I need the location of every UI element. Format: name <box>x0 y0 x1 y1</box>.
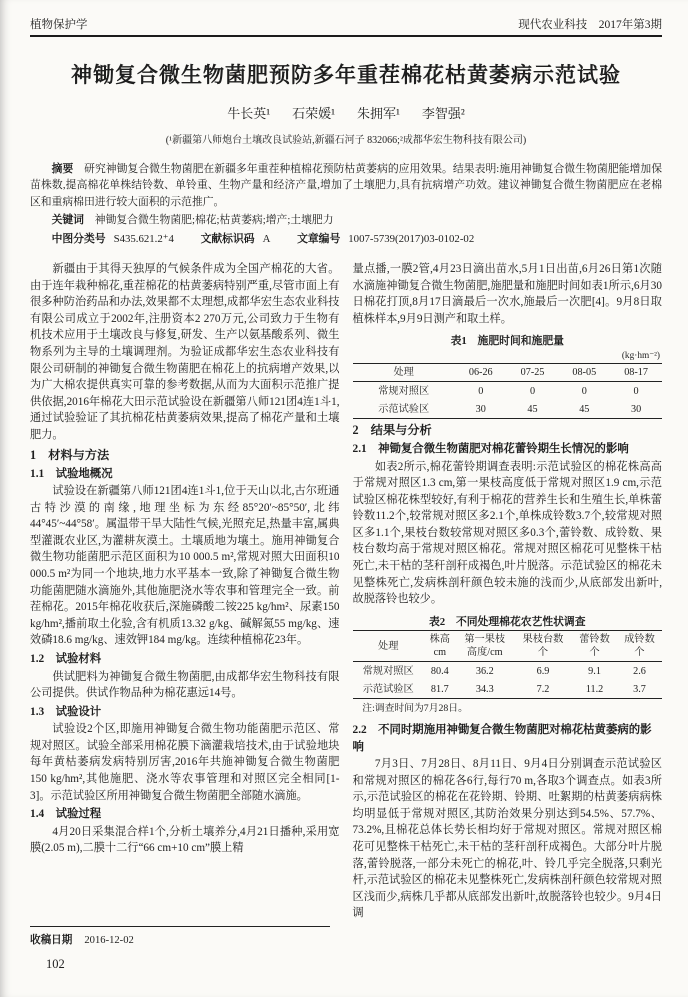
article-id-value: 1007-5739(2017)03-0102-02 <box>348 232 475 245</box>
col-header-first-branch: 第一果枝 高度/cm <box>456 631 514 662</box>
table-2-grid <box>353 630 663 699</box>
continued-paragraph: 量点播,一膜2管,4月23日滴出苗水,5月1日出苗,6月26日第1次随水滴施神锄复合微生物菌肥,施肥量和施肥时间如表1所示,6月30日棉花打顶,8月17日滴最后一次水,施最后一次肥[4]。9月8日取植株样本,9月9日测产和取土样。 <box>352 263 662 325</box>
table-1 <box>353 333 663 419</box>
cell-treatment: 常规对照区 <box>362 665 414 677</box>
section-1-2-heading: 1.2 试验材料 <box>30 653 102 665</box>
col-header-boll-count: 成铃数 个 <box>617 631 662 662</box>
cell-value: 0 <box>633 385 639 397</box>
received-date-label: 收稿日期 <box>30 935 73 946</box>
table-1-grid <box>353 363 663 419</box>
abstract-label: 摘要 <box>51 163 74 175</box>
section-1-heading: 1 材料与方法 <box>30 447 110 462</box>
col-header-branch-count: 果枝台数 个 <box>514 631 572 662</box>
affiliation-line: (¹新疆第八师炮台土壤改良试验站,新疆石河子 832066;²成都华宏生物科技有限公司) <box>165 135 527 146</box>
clc-label: 中图分类号 <box>51 232 106 245</box>
doc-code-value: A <box>262 232 271 245</box>
cell-value: 34.3 <box>475 683 494 695</box>
authors-line <box>30 103 662 122</box>
col-header-date: 06-26 <box>455 364 507 382</box>
header-journal-issue: 现代农业科技 2017年第3期 <box>518 19 662 31</box>
section-1-2-paragraph: 供试肥料为神锄复合微生物菌肥,由成都华宏生物科技有限公司提供。供试作物品种为棉花惠远14号。 <box>30 670 340 700</box>
right-column <box>353 261 663 922</box>
table-1-header-row <box>353 364 663 382</box>
cell-value: 36.2 <box>475 665 494 677</box>
keywords-line <box>30 212 662 228</box>
table-2-note: 注:调查时间为7月28日。 <box>362 703 468 715</box>
cell-value: 45 <box>579 403 590 415</box>
author-name: 牛长英¹ <box>227 106 271 121</box>
header-section-label: 植物保护学 <box>30 19 88 31</box>
cell-value: 0 <box>581 385 587 397</box>
cell-value: 9.1 <box>588 665 601 677</box>
classification-line <box>30 231 662 247</box>
cell-value: 81.7 <box>430 683 449 695</box>
clc-value: S435.621.2⁺4 <box>113 232 174 245</box>
keywords-label: 关键词 <box>51 214 84 227</box>
cell-value: 7.2 <box>536 683 550 695</box>
two-column-body <box>30 261 662 922</box>
section-1-1-paragraph: 试验设在新疆第八师121团4连1斗1,位于天山以北,古尔班通古特沙漠的南缘,地理坐标为东经85°20′~85°50′,北纬44°45′~44°58′。属温带干旱大陆性气候,光照充足,热量丰富,属典型灌溉农业区,为灌耕灰漠土。土壤质地为壤土。施用神锄复合微生物功能菌肥示范区面积为10 000.5 m²,常规对照大田面积10 000.5 m²为同一个地块,地力水平基本一致,除了神锄复合微生物功能菌肥随水滴施外,其他施肥浇水等农事和管理完全一致。前茬棉花。2015年棉花收获后,深施磷酸二铵225 kg/hm²、尿素150 kg/hm²,播前取土化验,含有机质13.32 g/kg、碱解氮55 mg/kg、速效磷18.6 mg/kg、速效钾184 mg/kg。连续种植棉花23年。 <box>30 485 340 647</box>
article-meta <box>30 161 662 247</box>
section-1-4-heading: 1.4 试验过程 <box>30 808 102 821</box>
cell-treatment: 示范试验区 <box>378 403 430 415</box>
col-header-date: 08-17 <box>610 364 662 382</box>
cell-value: 30 <box>475 403 486 415</box>
section-2-1-paragraph: 如表2所示,棉花蕾铃期调查表明:示范试验区的棉花株高高于常规对照区1.3 cm,第一果枝高度低于常规对照区1.9 cm,示范试验区棉花株型较好,有利于棉花的营养生长和生殖生长,单株蕾铃数11.2个,较常规对照区多2.1个,单株成铃数3.7个,较常规对照区多1.1个,果枝台数较常规对照区多0.3个,蕾铃数、成铃数、果枝台数均高于常规对照区棉花。常规对照区棉花可见整株干枯死亡,未干枯的茎秆剖秆成褐色,叶片脱落。示范试验区的棉花未见整株死亡,发病株剖秆颜色较未施的浅而少,从底部发出新叶,故脱落铃也较少。 <box>352 460 662 606</box>
article-title: 神锄复合微生物菌肥预防多年重茬棉花枯黄萎病示范试验 <box>71 63 621 87</box>
page-header <box>30 16 662 37</box>
col-header-treatment: 处理 <box>353 631 424 662</box>
author-name: 石荣媛¹ <box>292 106 335 121</box>
col-header-date: 07-25 <box>507 364 559 382</box>
intro-paragraph: 新疆由于其得天独厚的气候条件成为全国产棉花的大省。由于连年栽种棉花,重茬棉花的枯黄萎病特别严重,尽管市面上有很多种防治药品和办法,效果都不太理想,成都华宏生态农业科技有限公司成立于2002年,注册资本2 270万元,公司致力于生物有机技术应用于土壤改良与修复,研发、生产以氨基酸系列、微生物系列为主导的土壤调理剂。为验证成都华宏生态农业科技有限公司研制的神锄复合微生物菌肥在棉花上的抗病增产效果,以为广大棉农提供真实可靠的参考数据,从而为大面积示范推广提供依据,2016年棉花大田示范试验设在新疆第八师121团4连1斗1,通过试验验证了其抗棉花枯黄萎病效果,提高了棉花产量和土壤肥力。 <box>30 263 340 441</box>
section-2-heading: 2 结果与分析 <box>352 423 432 437</box>
cell-value: 6.9 <box>536 665 550 677</box>
table-2-header-row <box>353 631 663 662</box>
col-header-treatment: 处理 <box>353 364 455 382</box>
section-2-2-paragraph: 7月3日、7月28日、8月11日、9月4日分别调查示范试验区和常规对照区的棉花各6行,每行70 m,各取3个调查点。如表3所示,示范试验区的棉花在花铃期、铃期、吐絮期的枯黄萎病病株均明显低于常规对照区,其防治效果分别达到54.5%、57.7%、73.2%,且棉花总体长势长相均好于常规对照区。常规对照区棉花可见整株干枯死亡,未干枯的茎秆剖秆成褐色。大部分叶片脱落,蕾铃脱落,一部分未死亡的棉花,叶、铃几乎完全脱落,只剩光杆,示范试验区的棉花未见整株死亡,发病株剖秆颜色较常规对照区浅而少,病株几乎都从底部发出新叶,故脱落铃也较少。9月4日调 <box>352 758 662 920</box>
table-2 <box>353 614 663 718</box>
received-date-footnote <box>30 926 330 947</box>
cell-value: 0 <box>478 385 484 397</box>
cell-treatment: 常规对照区 <box>378 385 430 397</box>
section-1-3-heading: 1.3 试验设计 <box>30 705 102 718</box>
col-header-date: 08-05 <box>558 364 610 382</box>
table-row <box>353 382 663 401</box>
abstract-text: 研究神锄复合微生物菌肥在新疆多年重茬种植棉花预防枯黄萎病的应用效果。结果表明:施用神锄复合微生物菌肥能增加保苗株数,提高棉花单株结铃数、单铃重、生物产量和经济产量,增加了土壤肥力,具有抗病增产功效。建议神锄复合微生物菌肥应在老棉区和重病棉田进行较大面积的示范推广。 <box>30 163 663 208</box>
author-name: 朱拥军¹ <box>357 106 400 121</box>
table-2-caption: 表2 不同处理棉花农艺性状调查 <box>428 615 586 628</box>
section-1-4-paragraph: 4月20日采集混合样1个,分析土壤养分,4月21日播种,采用宽膜(2.05 m),二膜十二行“66 cm+10 cm”膜上精 <box>30 825 340 855</box>
page-number: 102 <box>46 957 65 971</box>
section-2-2-heading: 2.2 不同时期施用神锄复合微生物菌肥对棉花枯黄萎病的影响 <box>352 724 652 753</box>
table-1-unit: (kg·hm⁻²) <box>621 351 660 361</box>
table-row <box>353 680 663 699</box>
cell-treatment: 示范试验区 <box>362 683 414 695</box>
cell-value: 11.2 <box>585 683 604 695</box>
cell-value: 45 <box>527 403 538 415</box>
table-1-caption: 表1 施肥时间和施肥量 <box>450 335 564 348</box>
cell-value: 80.4 <box>430 665 449 677</box>
abstract-paragraph <box>30 161 662 210</box>
table-row <box>353 662 663 681</box>
keywords-text: 神锄复合微生物菌肥;棉花;枯黄萎病;增产;土壤肥力 <box>94 214 334 227</box>
col-header-bud-count: 蕾铃数 个 <box>572 631 617 662</box>
cell-value: 0 <box>529 385 536 397</box>
author-name: 李智强² <box>421 106 465 121</box>
cell-value: 30 <box>630 403 642 415</box>
section-2-1-heading: 2.1 神锄复合微生物菌肥对棉花蕾铃期生长情况的影响 <box>352 443 629 455</box>
section-1-1-heading: 1.1 试验地概况 <box>30 467 113 480</box>
section-1-3-paragraph: 试验设2个区,即施用神锄复合微生物功能菌肥示范区、常规对照区。试验全部采用棉花膜下滴灌栽培技术,由于试验地块每年黄枯萎病发病特别厉害,2016年共施神锄复合微生物菌肥150 kg/hm²,其他施肥、浇水等农事管理和对照区完全相同[1-3]。示范试验区所用神锄复合微生物菌肥全部随水滴施。 <box>30 723 340 802</box>
table-row <box>353 400 663 419</box>
col-header-plant-height: 株高 cm <box>424 631 456 662</box>
cell-value: 2.6 <box>633 665 646 677</box>
cell-value: 3.7 <box>633 683 646 695</box>
doc-code-label: 文献标识码 <box>200 232 255 245</box>
left-column <box>30 261 340 922</box>
received-date-value: 2016-12-02 <box>84 935 134 946</box>
article-id-label: 文章编号 <box>297 232 341 245</box>
